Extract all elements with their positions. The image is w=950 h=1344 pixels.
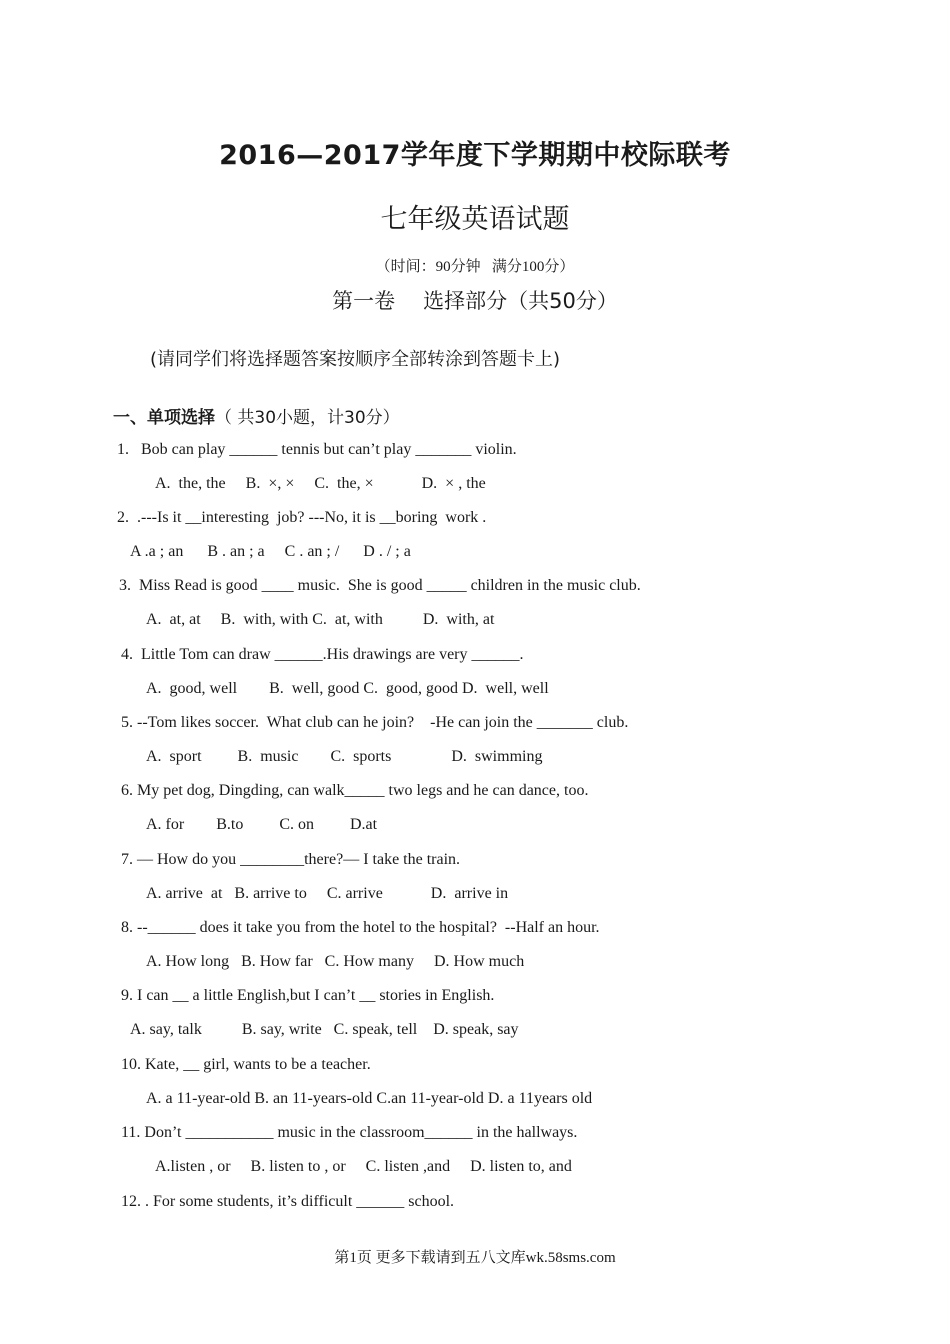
part-title: [0, 285, 950, 315]
section-heading: [113, 403, 400, 428]
question-10-stem: 10. Kate, __ girl, wants to be a teacher.: [121, 1056, 371, 1073]
question-3-options: A. at, at B. with, with C. at, with D. with, at: [146, 611, 495, 628]
question-2-stem: 2. .---Is it __interesting job? ---No, it is __boring work .: [117, 509, 487, 526]
question-12-stem: 12. . For some students, it’s difficult ______ school.: [121, 1193, 455, 1210]
exam-title: 2016—2017学年度下学期期中校际联考: [219, 140, 731, 171]
section-title: 一、单项选择: [113, 408, 215, 428]
part-title-volume: 第一卷: [332, 289, 396, 313]
question-5-stem: 5. --Tom likes soccer. What club can he join? -He can join the _______ club.: [121, 714, 629, 731]
question-2-options: A .a ; an B . an ; a C . an ; / D . / ; a: [130, 543, 411, 560]
exam-subtitle: 七年级英语试题: [380, 204, 570, 235]
question-11-options: A.listen , or B. listen to , or C. listen ,and D. listen to, and: [155, 1158, 572, 1175]
question-6-options: A. for B.to C. on D.at: [146, 816, 378, 833]
question-4-options: A. good, well B. well, good C. good, good D. well, well: [146, 680, 549, 697]
question-10-options: A. a 11-year-old B. an 11-years-old C.an 11-year-old D. a 11years old: [146, 1090, 593, 1107]
question-6-stem: 6. My pet dog, Dingding, can walk_____ two legs and he can dance, too.: [121, 782, 589, 799]
answer-sheet-instruction: (请同学们将选择题答案按顺序全部转涂到答题卡上): [150, 349, 561, 370]
part-title-section: 选择部分（共50分）: [423, 289, 618, 313]
question-1-stem: 1. Bob can play ______ tennis but can’t play _______ violin.: [117, 441, 517, 458]
question-7-stem: 7. — How do you ________there?— I take the train.: [121, 851, 461, 868]
page-footer: 第1页 更多下载请到五八文库wk.58sms.com: [334, 1250, 616, 1266]
question-5-options: A. sport B. music C. sports D. swimming: [146, 748, 543, 765]
question-3-stem: 3. Miss Read is good ____ music. She is good _____ children in the music club.: [119, 577, 641, 594]
section-detail: （ 共30小题，计30分）: [215, 408, 400, 428]
question-8-options: A. How long B. How far C. How many D. How much: [146, 953, 525, 970]
question-1-options: A. the, the B. ×, × C. the, × D. × , the: [155, 475, 486, 492]
question-9-options: A. say, talk B. say, write C. speak, tell D. speak, say: [130, 1021, 519, 1038]
question-4-stem: 4. Little Tom can draw ______.His drawings are very ______.: [121, 646, 524, 663]
question-11-stem: 11. Don’t ___________ music in the classroom______ in the hallways.: [121, 1124, 578, 1141]
question-9-stem: 9. I can __ a little English,but I can’t __ stories in English.: [121, 987, 495, 1004]
question-7-options: A. arrive at B. arrive to C. arrive D. arrive in: [146, 885, 509, 902]
exam-time-score-info: （时间：90分钟 满分100分）: [375, 259, 575, 275]
question-8-stem: 8. --______ does it take you from the hotel to the hospital? --Half an hour.: [121, 919, 600, 936]
